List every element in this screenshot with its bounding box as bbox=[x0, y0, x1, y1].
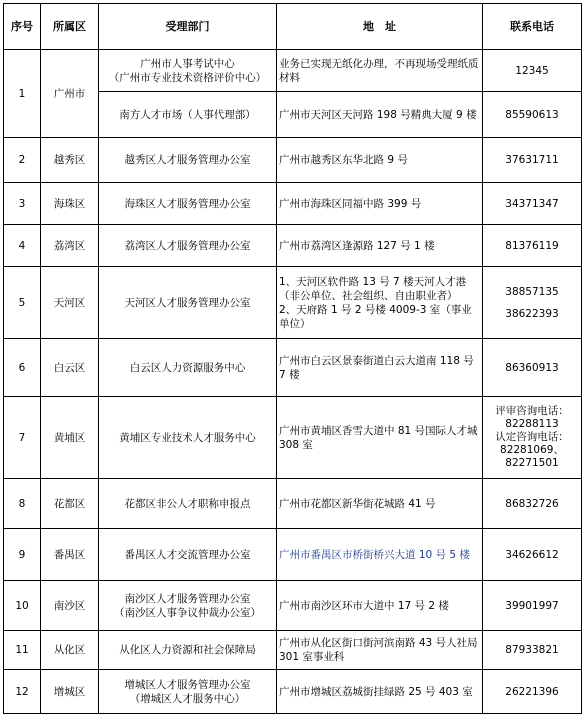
dept-line: （广州市专业技术资格评价中心） bbox=[108, 71, 267, 84]
row-phone: 86360913 bbox=[483, 339, 582, 397]
row-dept: 白云区人力资源服务中心 bbox=[99, 339, 277, 397]
row-district: 海珠区 bbox=[41, 183, 99, 225]
row-dept: 南方人才市场（人事代理部） bbox=[99, 92, 277, 138]
row-address: 广州市花都区新华街花城路 41 号 bbox=[277, 479, 483, 529]
row-no: 3 bbox=[4, 183, 41, 225]
row-address: 广州市黄埔区香雪大道中 81 号国际人才城 308 室 bbox=[277, 397, 483, 479]
row-dept: 荔湾区人才服务管理办公室 bbox=[99, 225, 277, 267]
row-no: 5 bbox=[4, 267, 41, 339]
row-district: 增城区 bbox=[41, 670, 99, 714]
row-address: 广州市增城区荔城街挂绿路 25 号 403 室 bbox=[277, 670, 483, 714]
table-row bbox=[4, 225, 582, 267]
row-dept: 海珠区人才服务管理办公室 bbox=[99, 183, 277, 225]
phone-line: 82281069、 bbox=[500, 444, 564, 456]
row-district: 黄埔区 bbox=[41, 397, 99, 479]
row-dept: 黄埔区专业技术人才服务中心 bbox=[99, 397, 277, 479]
row-dept: 天河区人才服务管理办公室 bbox=[99, 267, 277, 339]
row-address: 广州市海珠区同福中路 399 号 bbox=[277, 183, 483, 225]
table-row bbox=[4, 339, 582, 397]
row-phone: 12345 bbox=[483, 50, 582, 92]
table-row bbox=[4, 670, 582, 714]
dept-line: （南沙区人事争议仲裁办公室） bbox=[114, 606, 261, 619]
phone-line: 评审咨询电话： bbox=[495, 405, 569, 417]
phone-line: 38857135 bbox=[505, 285, 559, 298]
row-address: 广州市越秀区东华北路 9 号 bbox=[277, 138, 483, 183]
header-no: 序号 bbox=[4, 4, 41, 50]
row-phone: 86832726 bbox=[483, 479, 582, 529]
table-row bbox=[4, 397, 582, 479]
row-district: 从化区 bbox=[41, 631, 99, 670]
row-address bbox=[277, 267, 483, 339]
row-phone: 81376119 bbox=[483, 225, 582, 267]
row-phone: 39901997 bbox=[483, 581, 582, 631]
row-dept: 番禺区人才交流管理办公室 bbox=[99, 529, 277, 581]
row-address: 广州市荔湾区逢源路 127 号 1 楼 bbox=[277, 225, 483, 267]
row-district: 番禺区 bbox=[41, 529, 99, 581]
address-line: 1、天河区软件路 13 号 7 楼天河人才港（非公单位、社会组织、自由职业者） bbox=[279, 275, 467, 302]
header-address: 地 址 bbox=[277, 4, 483, 50]
table-row bbox=[4, 267, 582, 339]
row-no: 7 bbox=[4, 397, 41, 479]
table-row bbox=[4, 581, 582, 631]
row-no: 12 bbox=[4, 670, 41, 714]
table-row bbox=[4, 138, 582, 183]
row-district: 广州市 bbox=[41, 50, 99, 138]
row-phone: 34371347 bbox=[483, 183, 582, 225]
row-phone: 26221396 bbox=[483, 670, 582, 714]
row-address: 广州市从化区街口街河滨南路 43 号人社局 301 室事业科 bbox=[277, 631, 483, 670]
row-dept: 花都区非公人才职称申报点 bbox=[99, 479, 277, 529]
phone-line: 认定咨询电话： bbox=[495, 431, 569, 443]
dept-line: 南沙区人才服务管理办公室 bbox=[124, 592, 251, 605]
phone-line: 38622393 bbox=[505, 307, 559, 320]
row-phone bbox=[483, 397, 582, 479]
row-dept bbox=[99, 50, 277, 92]
table-row bbox=[4, 631, 582, 670]
row-phone: 37631711 bbox=[483, 138, 582, 183]
service-directory-table bbox=[3, 3, 582, 714]
row-phone: 87933821 bbox=[483, 631, 582, 670]
dept-line: 广州市人事考试中心 bbox=[140, 57, 235, 70]
address-line: 2、天府路 1 号 2 号楼 4009-3 室（事业单位） bbox=[279, 303, 472, 330]
table-row bbox=[4, 529, 582, 581]
row-no: 11 bbox=[4, 631, 41, 670]
row-no: 1 bbox=[4, 50, 41, 138]
row-phone bbox=[483, 267, 582, 339]
row-phone: 34626612 bbox=[483, 529, 582, 581]
table-row bbox=[4, 50, 582, 92]
header-dept: 受理部门 bbox=[99, 4, 277, 50]
row-district: 白云区 bbox=[41, 339, 99, 397]
row-no: 10 bbox=[4, 581, 41, 631]
row-district: 荔湾区 bbox=[41, 225, 99, 267]
row-address: 广州市白云区景泰街道白云大道南 118 号 7 楼 bbox=[277, 339, 483, 397]
row-phone: 85590613 bbox=[483, 92, 582, 138]
row-no: 2 bbox=[4, 138, 41, 183]
row-no: 6 bbox=[4, 339, 41, 397]
row-address: 广州市番禺区市桥街桥兴大道 10 号 5 楼 bbox=[277, 529, 483, 581]
row-district: 越秀区 bbox=[41, 138, 99, 183]
row-no: 4 bbox=[4, 225, 41, 267]
row-dept bbox=[99, 581, 277, 631]
row-no: 8 bbox=[4, 479, 41, 529]
row-address: 广州市天河区天河路 198 号精典大厦 9 楼 bbox=[277, 92, 483, 138]
dept-line: 增城区人才服务管理办公室 bbox=[124, 678, 251, 691]
header-phone: 联系电话 bbox=[483, 4, 582, 50]
row-dept bbox=[99, 670, 277, 714]
phone-line: 82271501 bbox=[505, 457, 559, 469]
row-dept: 越秀区人才服务管理办公室 bbox=[99, 138, 277, 183]
phone-spacer bbox=[485, 299, 579, 307]
table-row bbox=[4, 479, 582, 529]
row-address: 业务已实现无纸化办理，不再现场受理纸质材料 bbox=[277, 50, 483, 92]
row-district: 天河区 bbox=[41, 267, 99, 339]
table-row bbox=[4, 183, 582, 225]
header-district: 所属区 bbox=[41, 4, 99, 50]
row-district: 花都区 bbox=[41, 479, 99, 529]
row-address: 广州市南沙区环市大道中 17 号 2 楼 bbox=[277, 581, 483, 631]
row-district: 南沙区 bbox=[41, 581, 99, 631]
phone-line: 82288113 bbox=[505, 418, 559, 430]
header-row bbox=[4, 4, 582, 50]
row-no: 9 bbox=[4, 529, 41, 581]
dept-line: （增城区人才服务中心） bbox=[129, 692, 246, 705]
row-dept: 从化区人力资源和社会保障局 bbox=[99, 631, 277, 670]
